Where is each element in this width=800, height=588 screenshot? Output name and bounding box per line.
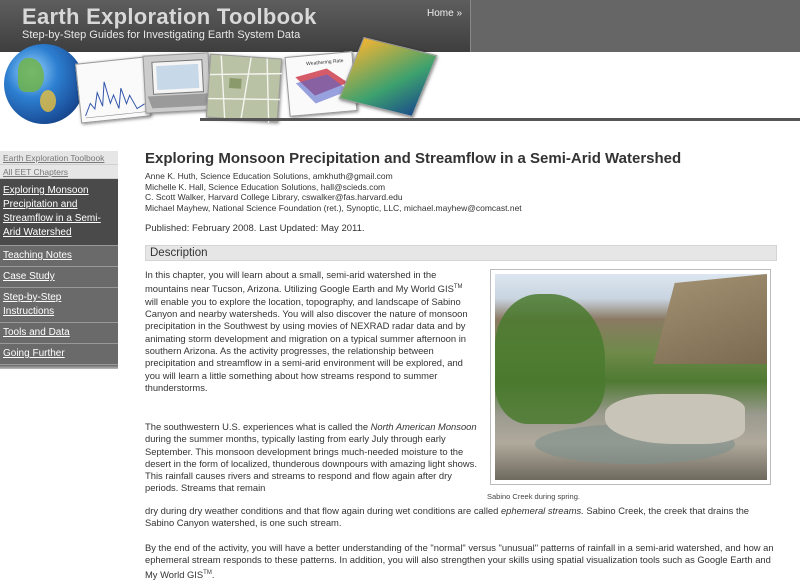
sidebar-item-instructions[interactable]: Step-by-Step Instructions [0, 288, 118, 323]
sabino-creek-photo[interactable] [495, 274, 767, 480]
description-heading: Description [145, 245, 777, 261]
laptop-banner-image [143, 52, 212, 113]
globe-banner-image [4, 44, 84, 124]
site-header [0, 0, 800, 120]
author-line: C. Scott Walker, Harvard College Library, cswalker@fas.harvard.edu [145, 192, 403, 202]
author-list [145, 171, 777, 213]
trademark: TM [453, 284, 463, 291]
author-line: Anne K. Huth, Science Education Solutions, amkhuth@gmail.com [145, 171, 393, 181]
description-paragraph-2-continued [145, 505, 777, 530]
sidebar-nav [0, 151, 118, 369]
home-link[interactable]: Home » [427, 8, 463, 19]
sidebar-shadow [0, 365, 118, 369]
emphasis: North American Monsoon [370, 421, 477, 432]
text: Sabino Creek, the creek that drains the Sabino Canyon watershed, is one such stream. [145, 505, 750, 529]
text: during the summer months, typically lasting from early July through early September. This monsoon development brings much-needed moisture to the desert in the form of localized, thunderous downpours with amazing light shows. This rainfall causes rivers and streams to respond and flow again after dry periods. Streams that remain [145, 433, 477, 494]
description-paragraph-2 [145, 421, 477, 495]
header-nav-area [470, 0, 800, 52]
author-line: Michael Mayhew, National Science Foundation (ret.), Synoptic, LLC, michael.mayhew@comcast.net [145, 202, 522, 213]
emphasis: ephemeral streams. [500, 505, 584, 516]
photo-frame [490, 269, 771, 485]
breadcrumb-all-chapters[interactable]: All EET Chapters [0, 165, 118, 179]
site-title[interactable]: Earth Exploration Toolbook [22, 4, 317, 29]
text: . [211, 568, 215, 580]
photo-caption: Sabino Creek during spring. [487, 492, 580, 501]
breadcrumb-eet[interactable]: Earth Exploration Toolbook [0, 151, 118, 165]
publication-date: Published: February 2008. Last Updated: May 2011. [145, 223, 365, 234]
map-banner-image [206, 54, 282, 123]
description-paragraph-3 [145, 542, 777, 581]
trademark: TM [203, 569, 212, 576]
text: will enable you to explore the location, topography, and landscape of Sabino Canyon and nearby watersheds. You will also discover the nature of monsoon precipitation in the Southwest by using movies of NEXRAD radar data and by animating storm development and migration on a typical summer afternoon in southern Arizona. As the activity progresses, the relationship between precipitation and streamflow in a semi-arid environment will be explored, and you will learn a little something about how streams respond to summer thunderstorms. [145, 295, 468, 393]
sidebar-item-case-study[interactable]: Case Study [0, 267, 118, 288]
text: By the end of the activity, you will have a better understanding of the "normal" versus "unusual" patterns of rainfall in a semi-arid watershed, and how an ephemeral stream responds to these patterns. In addition, you will also strengthen your skills using spatial visualization tools such as Google Earth and My World GIS [145, 542, 774, 580]
text: dry during dry weather conditions and that flow again during wet conditions are called [145, 505, 501, 516]
author-line: Michelle K. Hall, Science Education Solutions, hall@scieds.com [145, 181, 386, 192]
page-title: Exploring Monsoon Precipitation and Streamflow in a Semi-Arid Watershed [145, 150, 682, 167]
text: The southwestern U.S. experiences what is called the [145, 421, 371, 432]
sidebar-item-going-further[interactable]: Going Further [0, 344, 118, 365]
sidebar-item-teaching-notes[interactable]: Teaching Notes [0, 246, 118, 267]
sidebar-item-tools-data[interactable]: Tools and Data [0, 323, 118, 344]
description-paragraph-1 [145, 269, 477, 394]
site-subtitle: Step-by-Step Guides for Investigating Earth System Data [22, 29, 301, 41]
header-divider [200, 118, 800, 121]
main-content [145, 150, 777, 580]
sidebar-item-overview[interactable]: Exploring Monsoon Precipitation and Streamflow in a Semi-Arid Watershed [0, 179, 118, 246]
text: In this chapter, you will learn about a small, semi-arid watershed in the mountains near Tucson, Arizona. Utilizing Google Earth and My World GIS [145, 269, 454, 295]
chart-banner-image [75, 57, 151, 124]
svg-text:Weathering Rate: Weathering Rate [305, 57, 344, 68]
